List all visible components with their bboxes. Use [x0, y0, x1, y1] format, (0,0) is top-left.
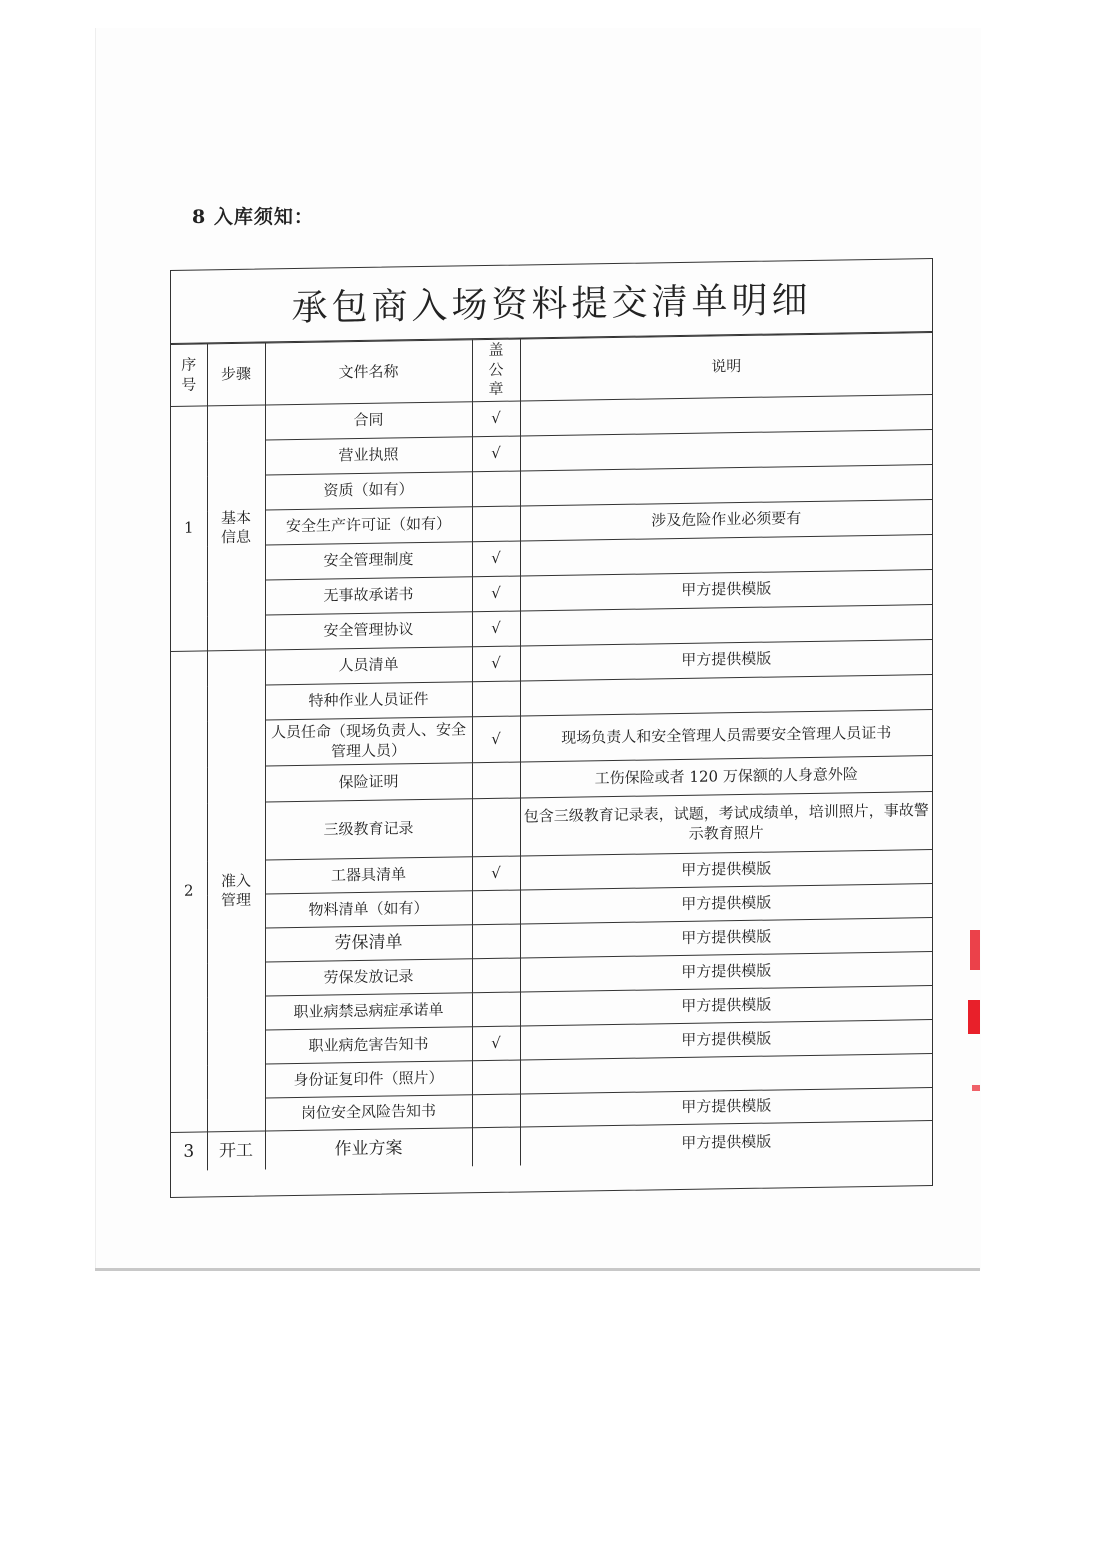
seal-mark: √ [472, 646, 520, 682]
seal-mark: √ [472, 856, 520, 891]
checklist-table [170, 258, 933, 1198]
seal-mark [472, 924, 520, 959]
seal-mark [472, 1094, 520, 1128]
header-no: 序 号 [171, 344, 207, 407]
file-name: 合同 [265, 402, 472, 440]
scan-edge [95, 1268, 980, 1271]
note: 甲方提供模版 [520, 1121, 932, 1165]
file-name: 资质（如有） [265, 472, 472, 510]
seal-mark: √ [472, 716, 520, 763]
note: 涉及危险作业必须要有 [520, 500, 932, 541]
seal-mark [472, 958, 520, 993]
file-name: 三级教育记录 [265, 799, 472, 860]
seal-mark [472, 681, 520, 717]
group-number: 1 [171, 406, 207, 652]
note: 甲方提供模版 [520, 1088, 932, 1127]
header-step: 步骤 [207, 343, 265, 406]
note: 甲方提供模版 [520, 884, 932, 924]
seal-mark: √ [472, 611, 520, 647]
seal-mark [472, 471, 520, 507]
group-number: 3 [171, 1132, 207, 1171]
seal-mark: √ [472, 401, 520, 437]
note: 现场负责人和安全管理人员需要安全管理人员证书 [520, 710, 932, 762]
file-name: 劳保清单 [265, 925, 472, 962]
table-title: 承包商入场资料提交清单明细 [171, 259, 932, 344]
file-name: 安全生产许可证（如有） [265, 507, 472, 545]
note: 甲方提供模版 [520, 570, 932, 611]
seal-mark: √ [472, 436, 520, 472]
seal-mark [472, 992, 520, 1027]
group-step: 开工 [207, 1131, 265, 1170]
group-number: 2 [171, 651, 207, 1133]
file-name: 职业病危害告知书 [265, 1027, 472, 1064]
table-body [171, 395, 932, 1171]
file-name: 工器具清单 [265, 857, 472, 894]
seal-mark [472, 762, 520, 799]
note: 甲方提供模版 [520, 986, 932, 1026]
file-name: 营业执照 [265, 437, 472, 475]
file-name: 物料清单（如有） [265, 891, 472, 928]
note: 工伤保险或者 120 万保额的人身意外险 [520, 756, 932, 798]
file-name: 作业方案 [265, 1128, 472, 1169]
file-name: 身份证复印件（照片） [265, 1061, 472, 1098]
seal-mark [472, 798, 520, 857]
file-name: 保险证明 [265, 763, 472, 802]
seal-mark [472, 890, 520, 925]
seal-mark: √ [472, 576, 520, 612]
seal-mark [472, 1127, 520, 1166]
group-step: 准入 管理 [207, 650, 265, 1132]
group-step: 基本 信息 [207, 405, 265, 651]
seal-mark [472, 506, 520, 542]
note: 甲方提供模版 [520, 1020, 932, 1060]
file-name: 安全管理协议 [265, 612, 472, 650]
header-file: 文件名称 [265, 340, 472, 405]
checklist-grid [171, 332, 932, 1170]
red-seal-fragment [968, 930, 982, 1100]
file-name: 安全管理制度 [265, 542, 472, 580]
note: 甲方提供模版 [520, 640, 932, 681]
file-name: 职业病禁忌病症承诺单 [265, 993, 472, 1030]
file-name: 无事故承诺书 [265, 577, 472, 615]
file-name: 劳保发放记录 [265, 959, 472, 996]
file-name: 特种作业人员证件 [265, 682, 472, 720]
section-heading: 8 入库须知： [192, 206, 314, 228]
seal-mark: √ [472, 1026, 520, 1061]
note: 甲方提供模版 [520, 952, 932, 992]
file-name: 人员清单 [265, 647, 472, 685]
header-note: 说明 [520, 333, 932, 401]
note: 包含三级教育记录表，试题，考试成绩单，培训照片，事故警示教育照片 [520, 792, 932, 856]
seal-mark: √ [472, 541, 520, 577]
file-name: 岗位安全风险告知书 [265, 1095, 472, 1131]
note: 甲方提供模版 [520, 918, 932, 958]
seal-mark [472, 1060, 520, 1095]
file-name: 人员任命（现场负责人、安全管理人员） [265, 717, 472, 766]
header-seal: 盖 公 章 [472, 339, 520, 402]
note: 甲方提供模版 [520, 850, 932, 890]
